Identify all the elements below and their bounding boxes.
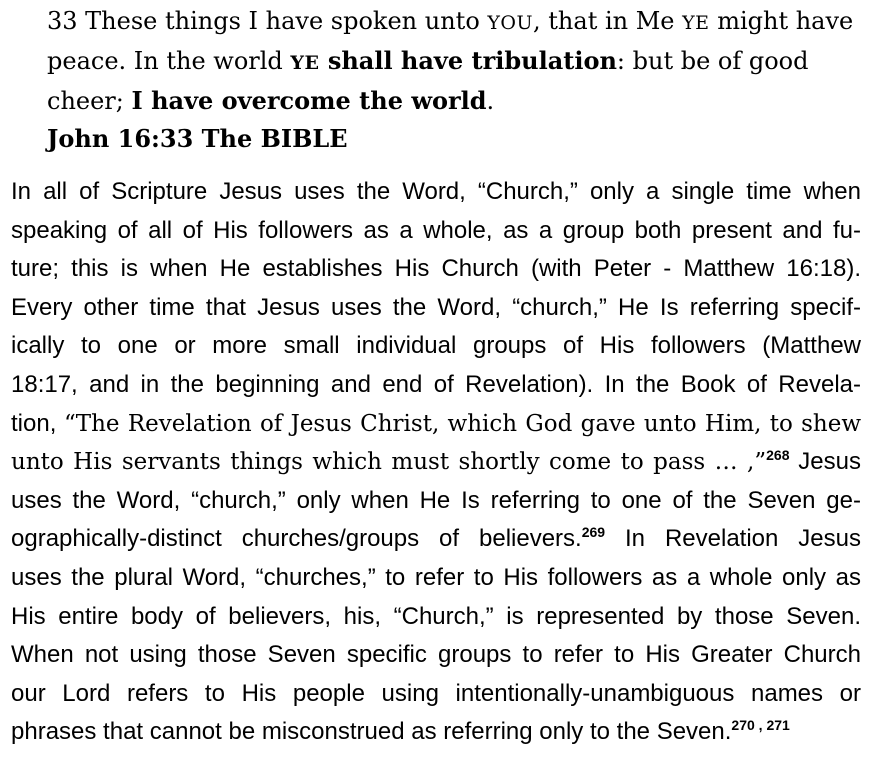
body-paragraph: [11, 173, 861, 752]
paragraph-line: 18:17, and in the beginning and end of Revelation). In the Book of Revela-: [11, 370, 861, 398]
paragraph-text: Jesus: [789, 448, 861, 476]
quote-line-1: [47, 2, 867, 42]
paragraph-line: When not using those Seven specific groups to refer to His Greater Church: [11, 641, 861, 669]
paragraph-line: [11, 520, 861, 559]
quote-text: : but be of good: [616, 47, 809, 75]
quote-bold-text: shall have tribulation: [319, 46, 617, 75]
paragraph-line: His entire body of believers, his, “Church,” is represented by those Seven.: [11, 602, 861, 630]
paragraph-line: uses the plural Word, “churches,” to refer to His followers as a whole only as: [11, 563, 861, 591]
paragraph-line: our Lord refers to His people using intentionally-unambiguous names or: [11, 679, 861, 707]
inline-scripture-quote: “The Revelation of Jesus Christ, which God gave unto Him, to shew: [64, 410, 862, 437]
paragraph-line: ically to one or more small individual groups of His followers (Matthew: [11, 332, 861, 360]
paragraph-line: [11, 443, 861, 482]
quote-text: .: [486, 87, 495, 115]
quote-text: , that in Me: [533, 7, 683, 35]
quote-text: might have: [709, 7, 854, 35]
quote-text: 33 These things I have spoken unto: [47, 7, 488, 35]
quote-text: cheer;: [47, 87, 132, 115]
scripture-quote: [47, 2, 867, 158]
quote-smallcaps: YOU: [487, 12, 534, 34]
paragraph-line: ture; this is when He establishes His Church (with Peter - Matthew 16:18).: [11, 255, 861, 283]
paragraph-text: tion,: [11, 409, 65, 437]
footnote-ref[interactable]: 269: [581, 524, 606, 541]
paragraph-text: ographically-distinct churches/groups of believers.: [11, 525, 582, 553]
paragraph-line: [11, 713, 861, 752]
footnote-ref[interactable]: 270 , 271: [731, 717, 790, 734]
paragraph-line: In all of Scripture Jesus uses the Word, “Church,” only a single time when: [11, 178, 861, 205]
quote-smallcaps: YE: [682, 12, 710, 34]
quote-line-2: [47, 42, 867, 82]
paragraph-line: uses the Word, “church,” only when He Is referring to one of the Seven ge-: [11, 486, 861, 514]
quote-smallcaps-bold: YE: [290, 52, 320, 74]
inline-scripture-quote: unto His servants things which must shortly come to pass … ,”: [11, 449, 767, 476]
quote-text: peace. In the world: [47, 47, 291, 75]
quote-citation: John 16:33 The BIBLE: [47, 124, 348, 153]
paragraph-line: [11, 405, 861, 444]
quote-bold-text: I have overcome the world: [131, 86, 487, 115]
paragraph-text: phrases that cannot be misconstrued as referring only to the Seven.: [11, 718, 732, 746]
quote-line-3: [47, 82, 867, 120]
paragraph-text: In Revelation Jesus: [605, 525, 861, 553]
paragraph-line: speaking of all of His followers as a whole, as a group both present and fu-: [11, 216, 861, 244]
footnote-ref[interactable]: 268: [766, 447, 790, 464]
paragraph-line: Every other time that Jesus uses the Word, “church,” He Is referring specif-: [11, 293, 861, 321]
